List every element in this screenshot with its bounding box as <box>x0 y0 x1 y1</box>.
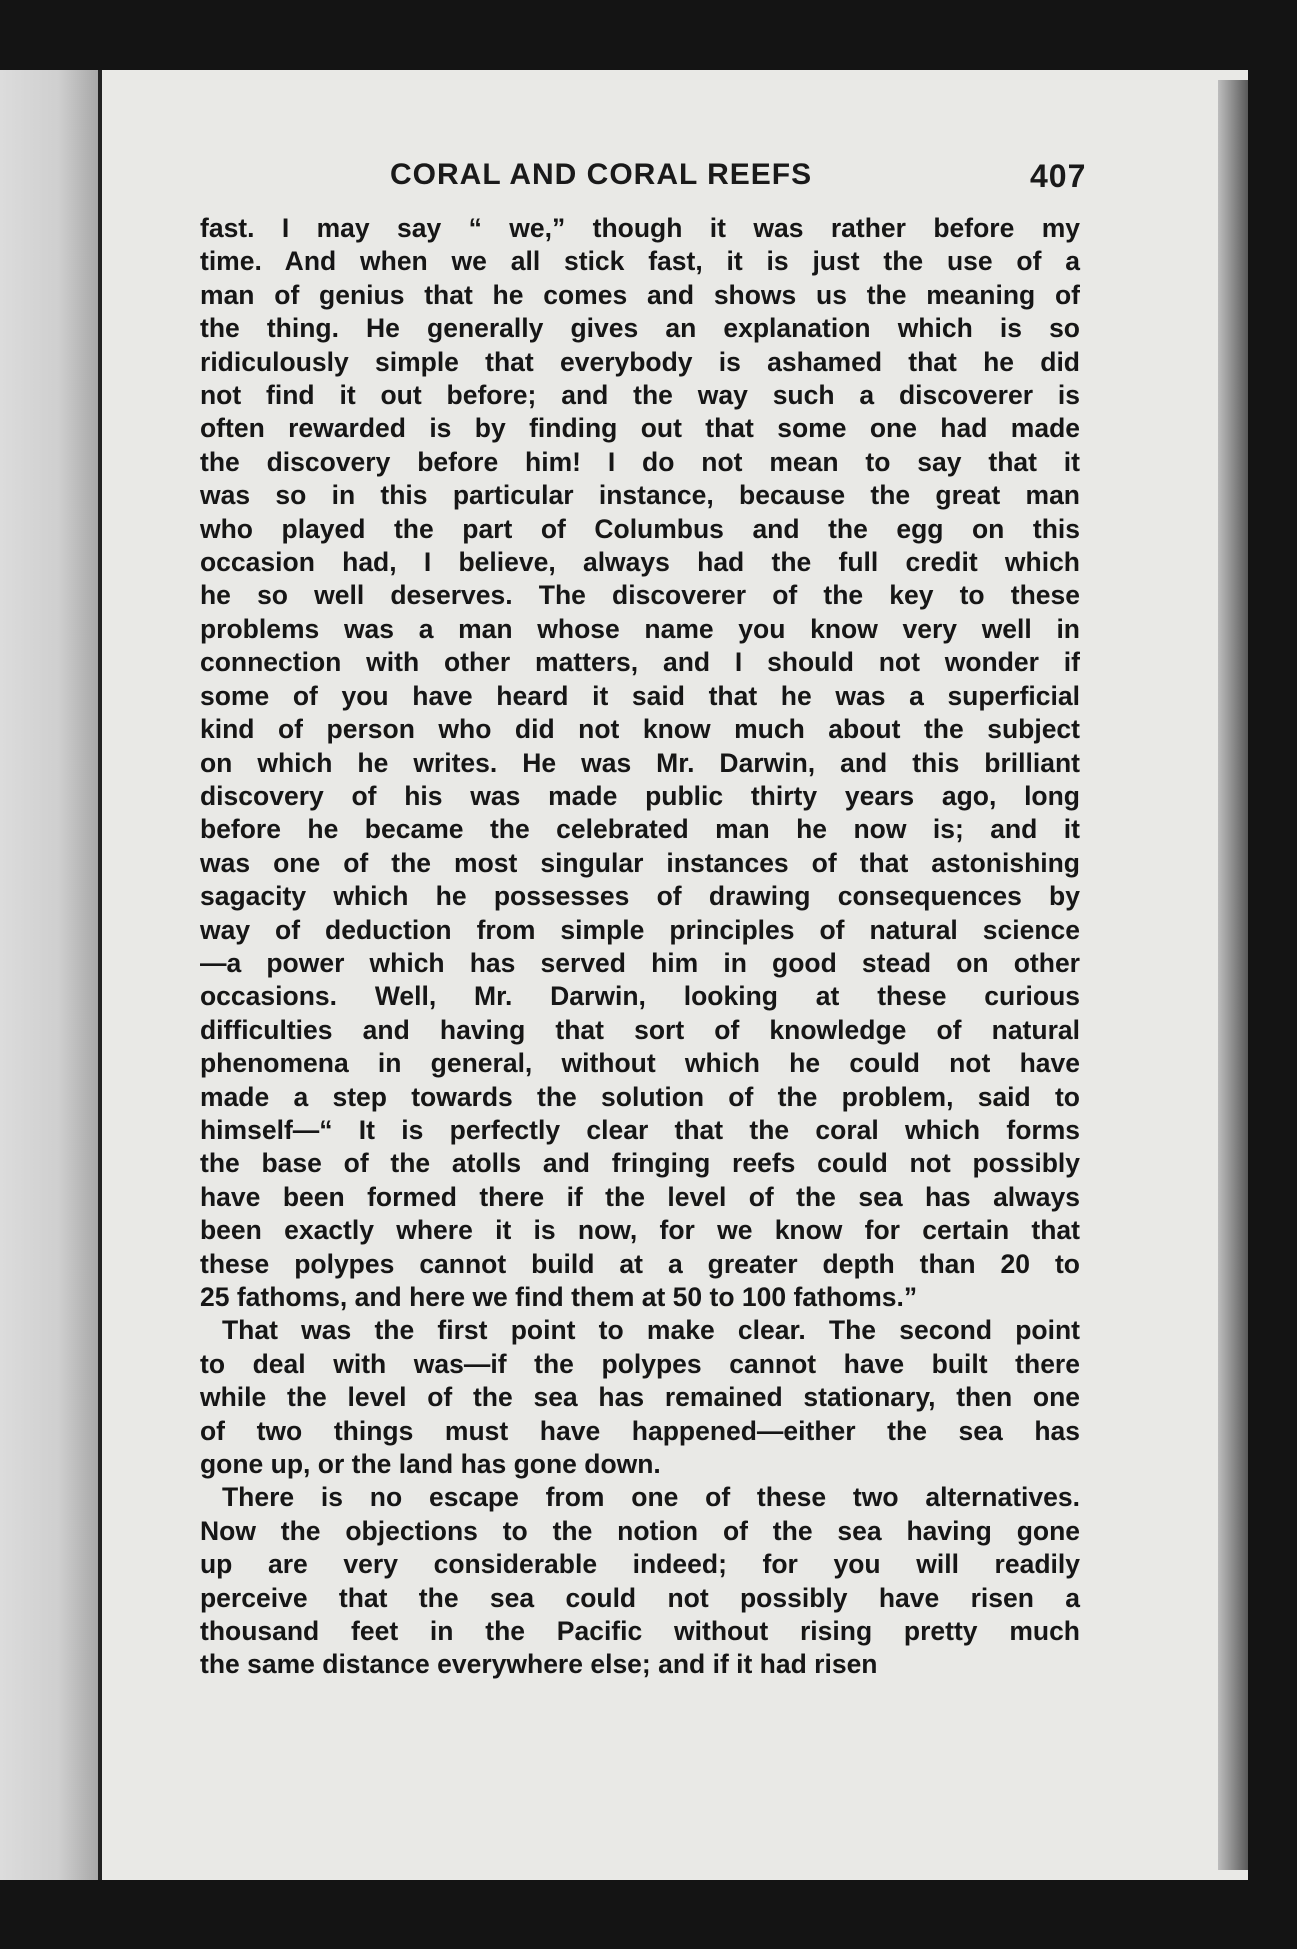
text-line: Now the objections to the notion of the sea having gone <box>200 1515 1080 1546</box>
text-line: was one of the most singular instances of that astonishing <box>200 847 1080 878</box>
text-line: the discovery before him! I do not mean to say that it <box>200 446 1080 477</box>
text-line: sagacity which he possesses of drawing consequences by <box>200 881 1080 912</box>
text-line: himself—“ It is perfectly clear that the coral which forms <box>200 1114 1080 1145</box>
text-line: the same distance everywhere else; and if it had risen <box>200 1649 878 1680</box>
text-line: man of genius that he comes and shows us the meaning of <box>200 279 1080 310</box>
body-text <box>200 212 1080 1682</box>
text-line: perceive that the sea could not possibly have risen a <box>200 1582 1080 1613</box>
text-line: the thing. He generally gives an explanation which is so <box>200 313 1080 344</box>
text-line: kind of person who did not know much about the subject <box>200 714 1080 745</box>
text-line: difficulties and having that sort of knowledge of natural <box>200 1014 1080 1045</box>
text-line: up are very considerable indeed; for you will readily <box>200 1549 1080 1580</box>
text-line: made a step towards the solution of the problem, said to <box>200 1081 1080 1112</box>
text-line: while the level of the sea has remained stationary, then one <box>200 1382 1080 1413</box>
text-line: discovery of his was made public thirty years ago, long <box>200 780 1080 811</box>
running-head <box>290 158 1090 208</box>
text-line: have been formed there if the level of the sea has always <box>200 1181 1080 1212</box>
text-line: ridiculously simple that everybody is ashamed that he did <box>200 346 1080 377</box>
text-line: often rewarded is by finding out that some one had made <box>200 413 1080 444</box>
text-line: not find it out before; and the way such a discoverer is <box>200 380 1080 411</box>
text-line: before he became the celebrated man he now is; and it <box>200 814 1080 845</box>
text-line: was so in this particular instance, because the great man <box>200 480 1080 511</box>
text-line: gone up, or the land has gone down. <box>200 1449 661 1480</box>
text-line: thousand feet in the Pacific without rising pretty much <box>200 1616 1080 1647</box>
page-number: 407 <box>1030 158 1087 194</box>
page-gutter-shadow <box>1218 80 1248 1870</box>
text-line: fast. I may say “ we,” though it was rather before my <box>200 213 1080 243</box>
text-line: to deal with was—if the polypes cannot have built there <box>200 1348 1080 1379</box>
text-line: occasion had, I believe, always had the full credit which <box>200 547 1080 578</box>
text-line: who played the part of Columbus and the egg on this <box>200 513 1080 544</box>
text-line: of two things must have happened—either the sea has <box>200 1415 1080 1446</box>
text-line: —a power which has served him in good stead on other <box>200 947 1080 978</box>
text-line: way of deduction from simple principles of natural science <box>200 914 1080 945</box>
text-line: 25 fathoms, and here we find them at 50 to 100 fathoms.” <box>200 1282 918 1312</box>
facing-page-edge <box>0 70 98 1880</box>
text-line: he so well deserves. The discoverer of the key to these <box>200 580 1080 611</box>
text-line: There is no escape from one of these two alternatives. <box>222 1482 1080 1513</box>
text-line: connection with other matters, and I should not wonder if <box>200 647 1080 678</box>
text-line: the base of the atolls and fringing reefs could not possibly <box>200 1148 1080 1179</box>
text-line: occasions. Well, Mr. Darwin, looking at these curious <box>200 981 1080 1012</box>
text-line: on which he writes. He was Mr. Darwin, and this brilliant <box>200 747 1080 778</box>
text-line: time. And when we all stick fast, it is just the use of a <box>200 246 1080 277</box>
running-title: CORAL AND CORAL REEFS <box>390 158 813 191</box>
text-line: these polypes cannot build at a greater depth than 20 to <box>200 1248 1080 1279</box>
text-line: phenomena in general, without which he could not have <box>200 1048 1080 1079</box>
text-line: problems was a man whose name you know very well in <box>200 613 1080 644</box>
text-line: been exactly where it is now, for we know for certain that <box>200 1215 1080 1246</box>
text-line: That was the first point to make clear. The second point <box>222 1315 1080 1346</box>
text-line: some of you have heard it said that he was a superficial <box>200 680 1080 711</box>
